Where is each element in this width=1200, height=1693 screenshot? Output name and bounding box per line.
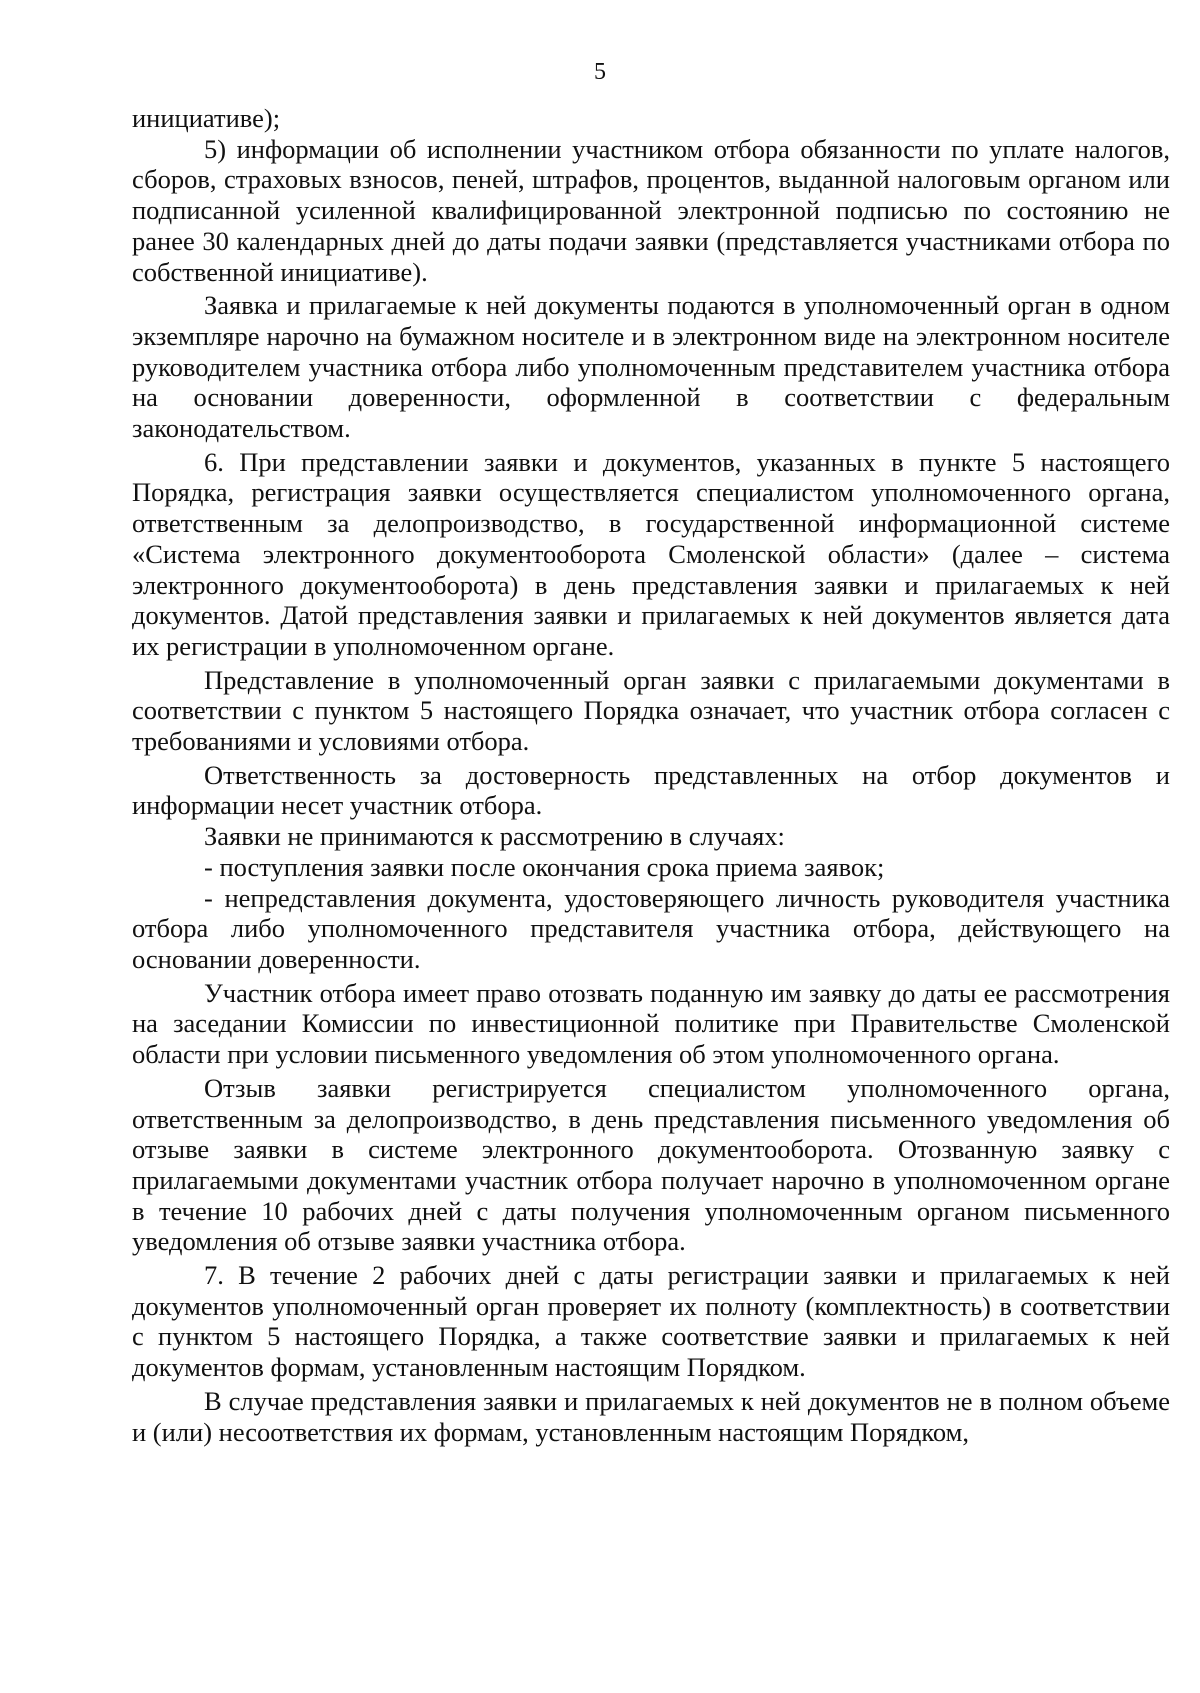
document-body: [132, 103, 1170, 1447]
paragraph-withdrawal-registration: Отзыв заявки регистрируется специалистом уполномоченного органа, ответственным за делопроизводство, в день представления письменного уведомления об отзыве заявки в системе электронного документооборота. Отозванную заявку с прилагаемыми документами участник отбора получает нарочно в уполномоченном органе в течение 10 рабочих дней с даты получения уполномоченным органом письменного уведомления об отзыве заявки участника отбора.: [132, 1072, 1170, 1257]
paragraph-item-7-check: 7. В течение 2 рабочих дней с даты регистрации заявки и прилагаемых к ней документов уполномоченный орган проверяет их полноту (комплектность) в соответствии с пунктом 5 настоящего Порядка, а также соответствие заявки и прилагаемых к ней документов формам, установленным настоящим Порядком.: [132, 1260, 1170, 1383]
paragraph-submission: Заявка и прилагаемые к ней документы подаются в уполномоченный орган в одном экземпляре нарочно на бумажном носителе и в электронном виде на электронном носителе руководителем участника отбора либо уполномоченным представителем участника отбора на основании доверенности, оформленной в соответствии с федеральным законодательством.: [132, 290, 1170, 444]
paragraph-item-6-registration: 6. При представлении заявки и документов, указанных в пункте 5 настоящего Порядка, регистрация заявки осуществляется специалистом уполномоченного органа, ответственным за делопроизводство, в государственной информационной системе «Система электронного документооборота Смоленской области» (далее – система электронного документооборота) в день представления заявки и прилагаемых к ней документов. Датой представления заявки и прилагаемых к ней документов является дата их регистрации в уполномоченном органе.: [132, 446, 1170, 661]
paragraph-consent: Представление в уполномоченный орган заявки с прилагаемыми документами в соответствии с пунктом 5 настоящего Порядка означает, что участник отбора согласен с требованиями и условиями отбора.: [132, 664, 1170, 757]
paragraph-item-5-tax-info: 5) информации об исполнении участником отбора обязанности по уплате налогов, сборов, страховых взносов, пеней, штрафов, процентов, выданной налоговым органом или подписанной усиленной квалифицированной электронной подписью по состоянию не ранее 30 календарных дней до даты подачи заявки (представляется участниками отбора по собственной инициативе).: [132, 133, 1170, 287]
paragraph-responsibility: Ответственность за достоверность представленных на отбор документов и информации несет участник отбора.: [132, 759, 1170, 821]
page-number: 5: [594, 59, 606, 85]
list-item-late-submission: - поступления заявки после окончания срока приема заявок;: [204, 851, 885, 882]
paragraph-continuation: инициативе);: [132, 103, 281, 133]
paragraph-withdrawal-right: Участник отбора имеет право отозвать поданную им заявку до даты ее рассмотрения на заседании Комиссии по инвестиционной политике при Правительстве Смоленской области при условии письменного уведомления об этом уполномоченного органа.: [132, 977, 1170, 1070]
list-item-missing-identity: - непредставления документа, удостоверяющего личность руководителя участника отбора либо уполномоченного представителя участника отбора, действующего на основании доверенности.: [132, 882, 1170, 974]
paragraph-rejection-intro: Заявки не принимаются к рассмотрению в случаях:: [204, 821, 785, 852]
paragraph-incomplete-case: В случае представления заявки и прилагаемых к ней документов не в полном объеме и (или) несоответствия их формам, установленным настоящим Порядком,: [132, 1385, 1170, 1447]
